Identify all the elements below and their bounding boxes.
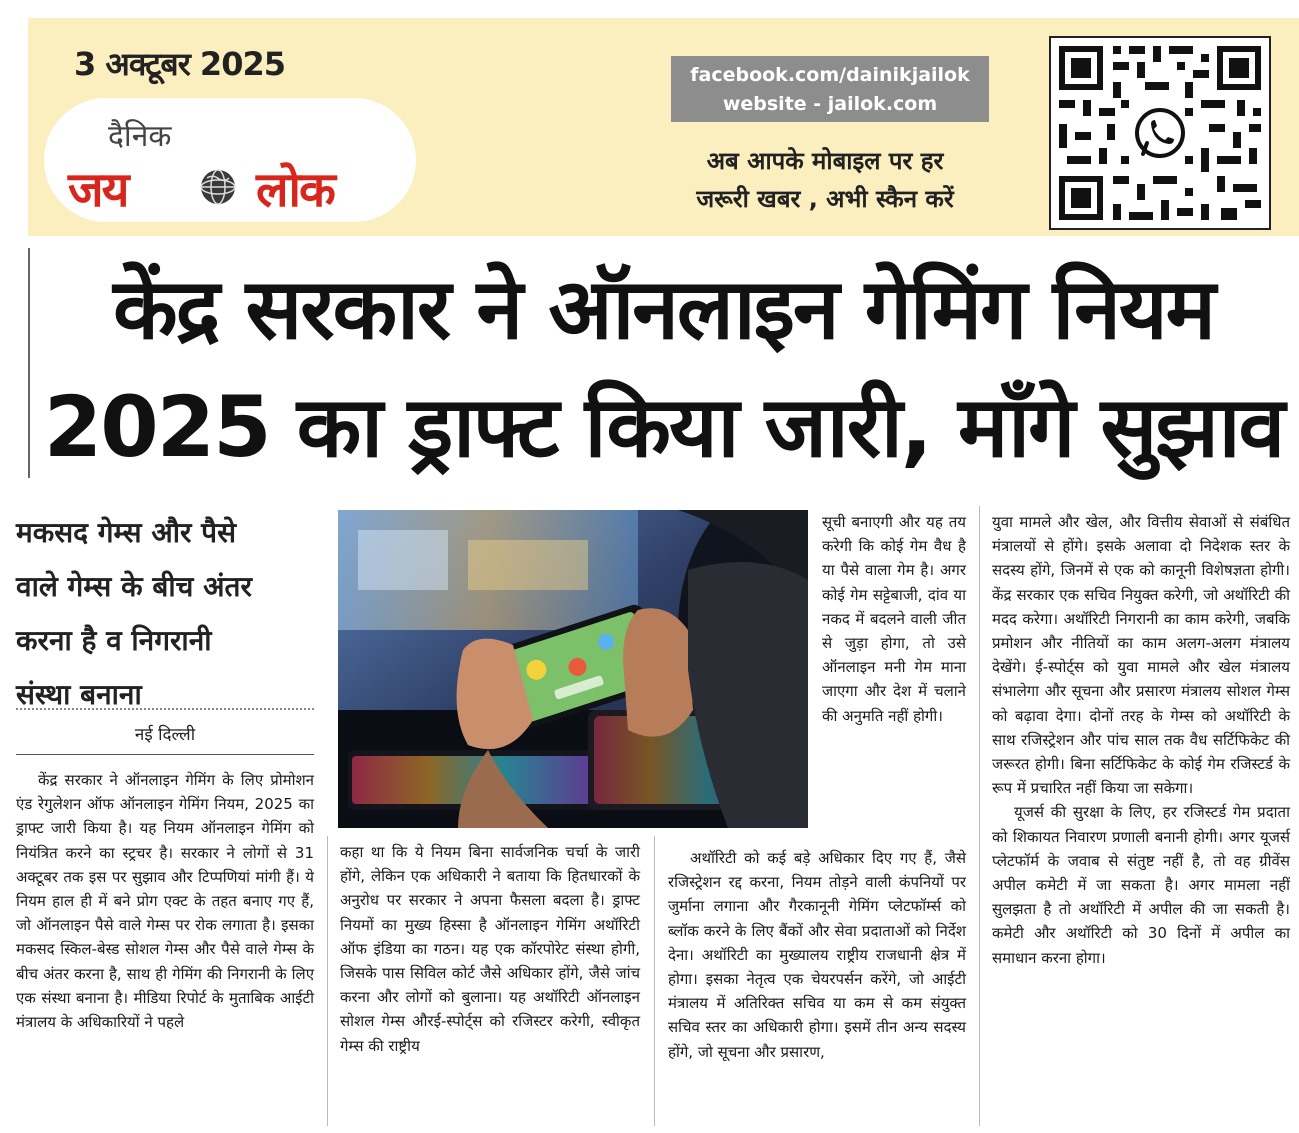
scan-prompt-line1: अब आपके मोबाइल पर हर (706, 147, 944, 175)
article-paragraph: केंद्र सरकार ने ऑनलाइन गेमिंग के लिए प्रोमोशन एंड रेगुलेशन ऑफ ऑनलाइन गेमिंग नियम, 2025 का ड्राफ्ट जारी किया है। यह नियम ऑनलाइन गेमिंग को नियंत्रित करने का स्ट्रचर है। सरकार ने लोगों से 31 अक्टूबर तक इस पर सुझाव और टिप्पणियां मांगी हैं। ये नियम हाल ही में बने प्रोग एक्ट के तहत बनाए गए हैं, जो ऑनलाइन पैसे वाले गेम्स पर रोक लगाता है। इसका मकसद स्किल-बेस्ड सोशल गेम्स और पैसे वाले गेम्स के बीच अंतर करना है, साथ ही गेमिंग की निगरानी के लिए एक संस्था बनाना है। मीडिया रिपोर्ट के मुताबिक आईटी मंत्रालय के अधिकारियों ने पहले (16, 771, 314, 1032)
scan-prompt-line2: जरूरी खबर , अभी स्कैन करें (696, 185, 954, 213)
column-divider (979, 506, 980, 1126)
article-column-2 (340, 840, 640, 1058)
qr-code-icon (1051, 38, 1269, 228)
main-headline (28, 250, 1299, 486)
logo-lok-text: लोक (256, 162, 334, 218)
scan-prompt (645, 142, 1005, 218)
column-divider (654, 836, 655, 1126)
article-paragraph: कहा था कि ये नियम बिना सार्वजनिक चर्चा के जारी होंगे, लेकिन एक अधिकारी ने बताया कि हितधारकों के अनुरोध पर सरकार ने अपना फैसला बदला है। ड्राफ्ट नियमों का मुख्य हिस्सा है ऑनलाइन गेमिंग अथॉरिटी ऑफ इंडिया का गठन। यह एक कॉरपोरेट संस्था होगी, जिसके पास सिविल कोर्ट जैसे अधिकार होंगे, जैसे जांच करना और लोगों को बुलाना। यह अथॉरिटी ऑनलाइन सोशल गेम्स औरई-स्पोर्ट्स को रजिस्टर करेगी, स्वीकृत गेम्स की राष्ट्रीय (340, 843, 640, 1055)
social-links-box (671, 56, 989, 122)
sub-headline (16, 506, 316, 722)
article-column-1 (16, 768, 314, 1034)
subhead-line2: वाले गेम्स के बीच अंतर (16, 570, 252, 603)
column-divider (327, 836, 328, 1126)
subhead-line3: करना है व निगरानी (16, 624, 212, 657)
article-column-3-top (822, 510, 966, 728)
subhead-line4: संस्था बनाना (16, 678, 142, 711)
article-paragraph: अथॉरिटी को कई बड़े अधिकार दिए गए हैं, जैसे रजिस्ट्रेशन रद्द करना, नियम तोड़ने वाली कंपनियों पर जुर्माना लगाना और गैरकानूनी गेमिंग प्लेटफॉर्म्स को ब्लॉक करने के लिए बैंकों और सेवा प्रदाताओं को निर्देश देना। अथॉरिटी का मुख्यालय राष्ट्रीय राजधानी क्षेत्र में होगा। इसका नेतृत्व एक चेयरपर्सन करेंगे, जो आईटी मंत्रालय में अतिरिक्त सचिव या कम से कम संयुक्त सचिव स्तर का अधिकारी होगा। इसमें तीन अन्य सदस्य होंगे, जो सूचना और प्रसारण, (668, 849, 966, 1061)
article-paragraph: यूजर्स की सुरक्षा के लिए, हर रजिस्टर्ड गेम प्रदाता को शिकायत निवारण प्रणाली बनानी होगी। अगर यूजर्स प्लेटफॉर्म के जवाब से संतुष्ट नहीं है, तो वह ग्रीवेंस अपील कमेटी में जा सकता है। अगर मामला नहीं सुलझता है तो अथॉरिटी में अपील की जा सकती है। कमेटी और अथॉरिटी को 30 दिनों में अपील का समाधान करना होगा। (992, 803, 1290, 967)
globe-icon (199, 168, 237, 206)
article-photo (338, 510, 808, 828)
headline-line1: केंद्र सरकार ने ऑनलाइन गेमिंग नियम (113, 260, 1214, 358)
whatsapp-qr-code[interactable] (1049, 36, 1271, 230)
issue-date: 3 अक्टूबर 2025 (74, 45, 285, 83)
subhead-divider (16, 708, 314, 710)
website-link[interactable]: website - jailok.com (722, 93, 938, 115)
article-column-3-bottom (668, 846, 966, 1064)
article-paragraph: सूची बनाएगी और यह तय करेगी कि कोई गेम वैध है या पैसे वाला गेम है। अगर कोई गेम सट्टेबाजी, दांव या नकद में बदलने वाली जीत से जुड़ा होगा, तो उसे ऑनलाइन मनी गेम माना जाएगा और देश में चलाने की अनुमति नहीं होगी। (822, 513, 966, 725)
subhead-line1: मकसद गेम्स और पैसे (16, 516, 237, 549)
dateline: नई दिल्ली (134, 725, 196, 745)
article-paragraph: युवा मामले और खेल, और वित्तीय सेवाओं से संबंधित मंत्रालयों से होंगे। इसके अलावा दो निदेशक स्तर के सदस्य होंगे, जिनमें से एक को कानूनी विशेषज्ञता होगी। केंद्र सरकार एक सचिव नियुक्त करेगी, जो अथॉरिटी की मदद करेगा। अथॉरिटी निगरानी का काम करेगी, जबकि प्रमोशन और नीतियों का काम अलग-अलग मंत्रालय देखेंगे। ई-स्पोर्ट्स को युवा मामले और खेल मंत्रालय संभालेगा और सूचना और प्रसारण मंत्रालय सोशल गेम्स को बढ़ावा देगा। दोनों तरह के गेम्स को अथॉरिटी के साथ रजिस्ट्रेशन और पांच साल तक वैध सर्टिफिकेट की जरूरत होगी। बिना सर्टिफिकेट के कोई गेम रजिस्टर्ड के रूप में प्रचारित नहीं किया जा सकेगा। (992, 513, 1290, 798)
facebook-link[interactable]: facebook.com/dainikjailok (690, 64, 970, 86)
logo-dainik-text: दैनिक (108, 119, 172, 154)
article-column-4 (992, 510, 1290, 970)
logo-jay-text: जय (68, 162, 128, 218)
dateline-divider (16, 754, 314, 755)
headline-line2: 2025 का ड्राफ्ट किया जारी, माँगे सुझाव (43, 378, 1284, 476)
gaming-photo-illustration (338, 510, 808, 828)
